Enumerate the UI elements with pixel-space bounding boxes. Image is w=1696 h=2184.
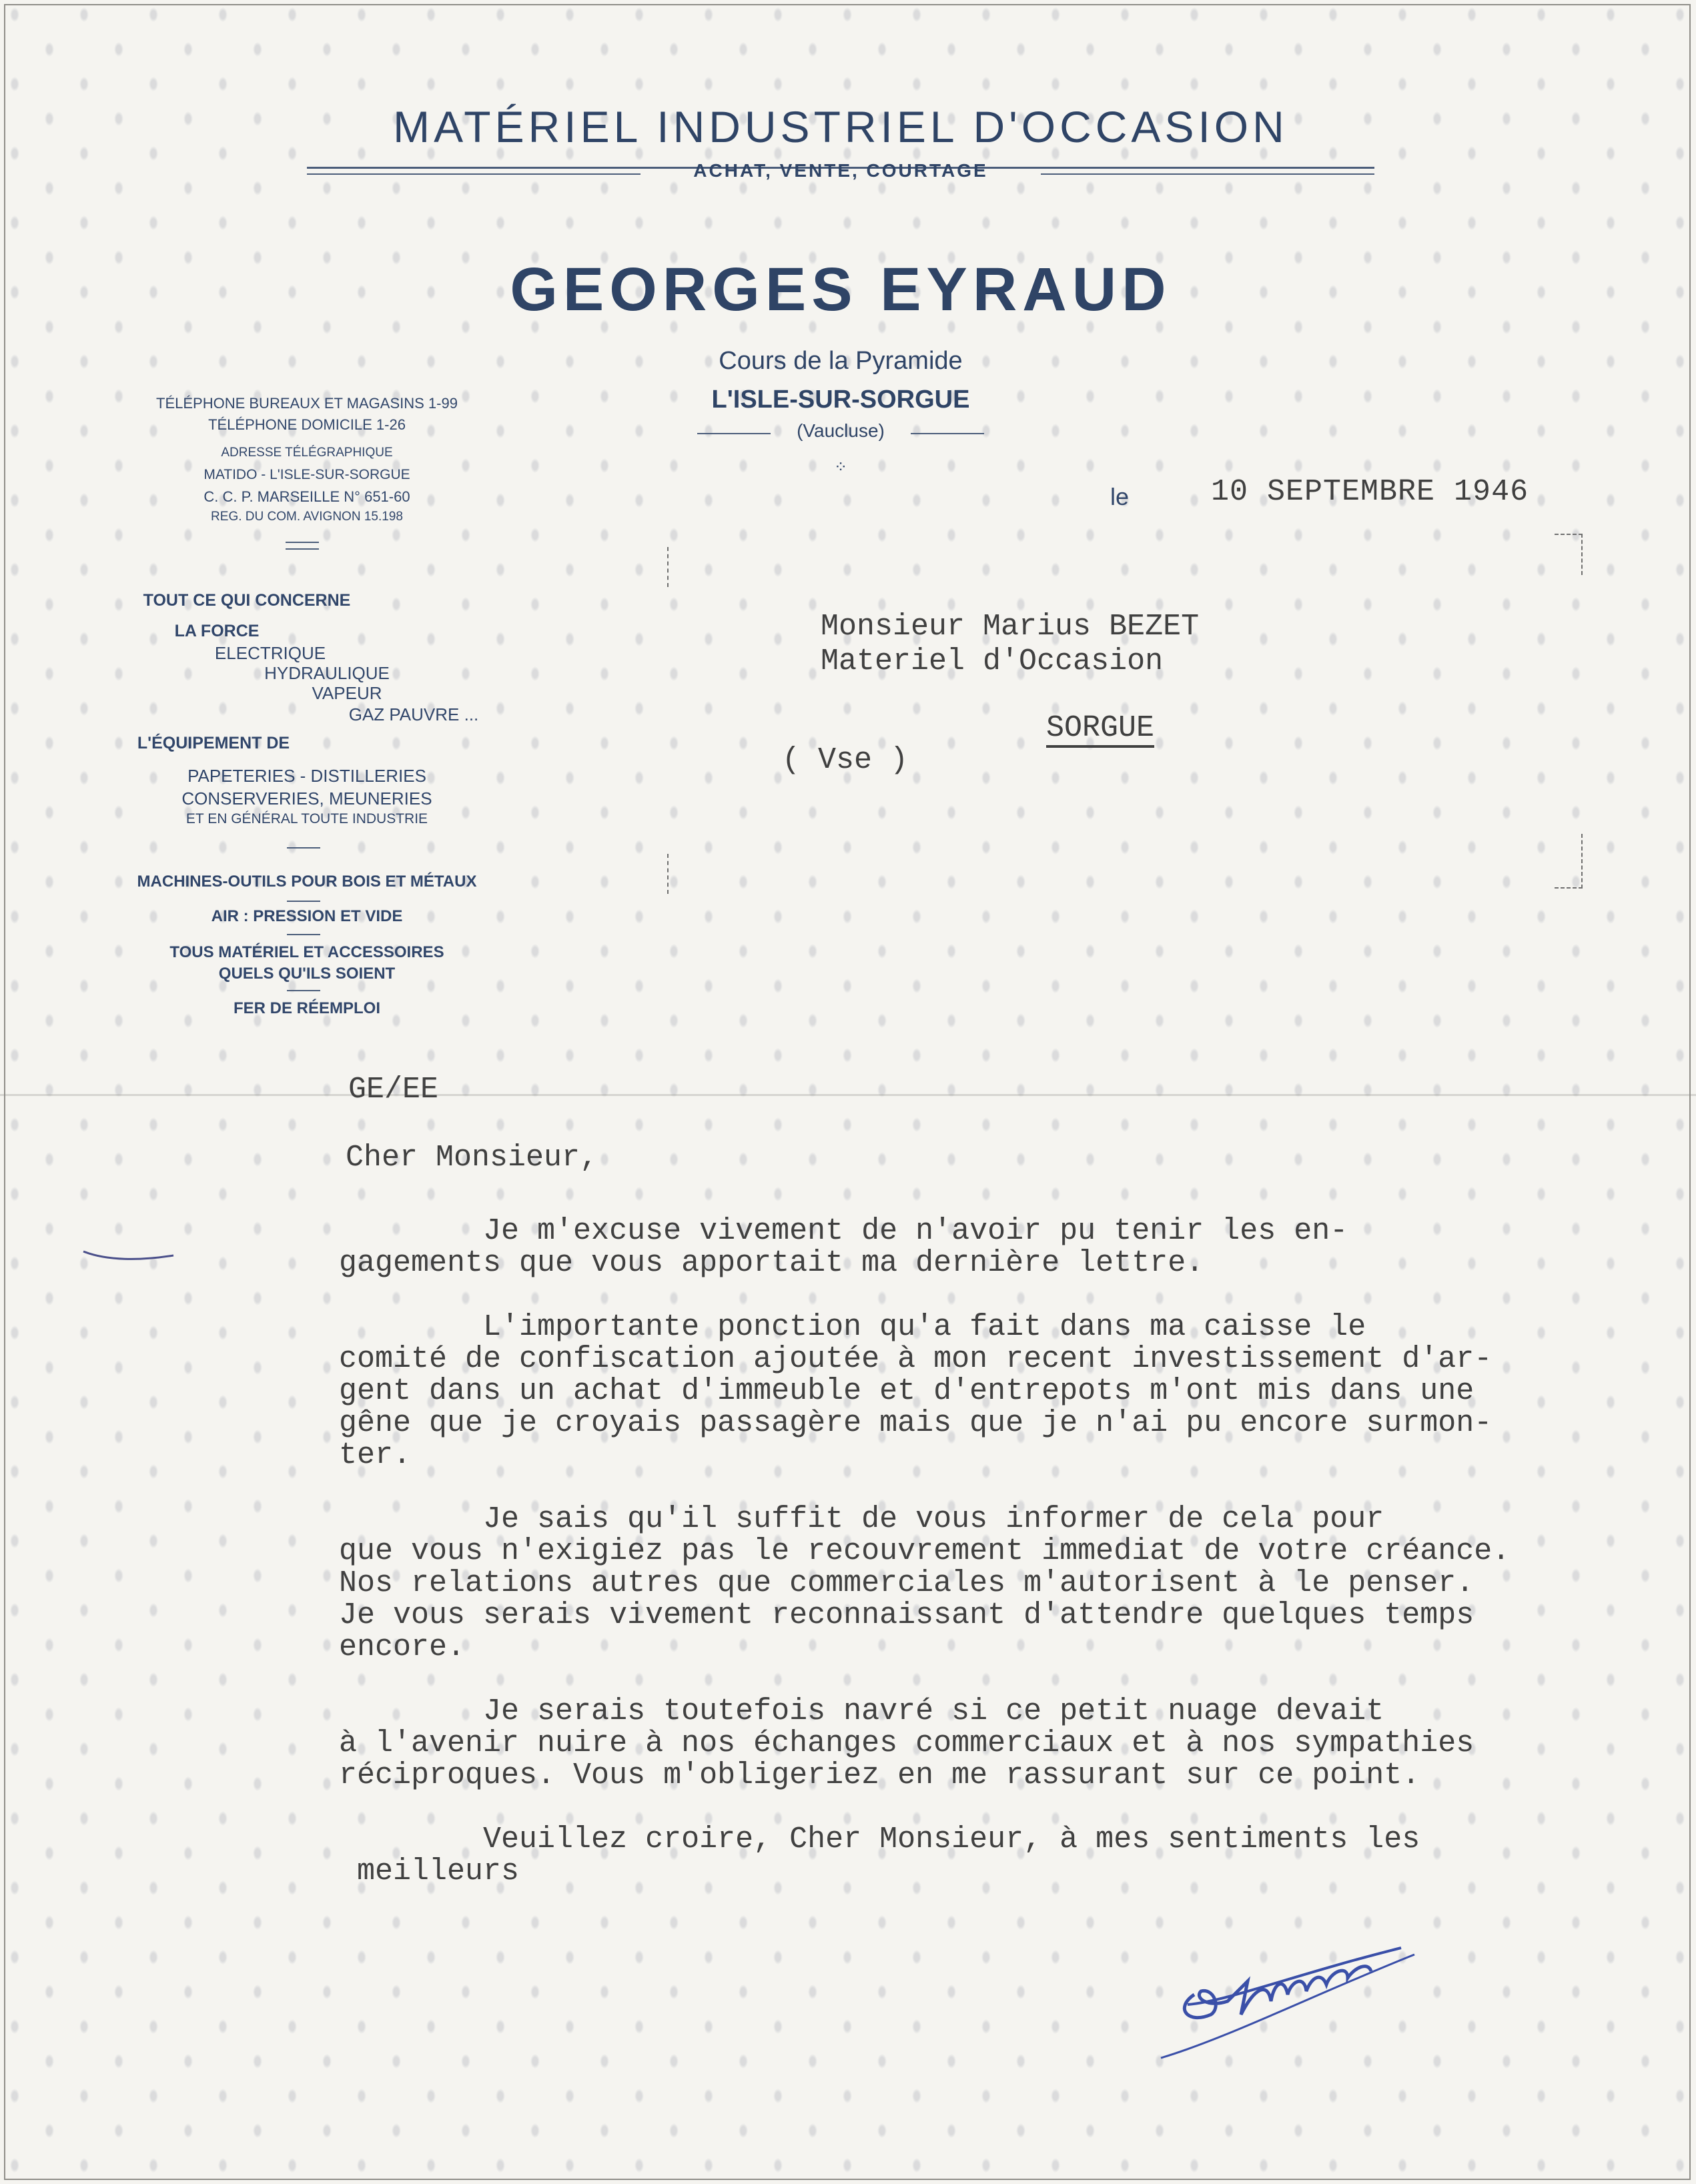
contact-phone-home: TÉLÉPHONE DOMICILE 1-26 — [208, 416, 406, 433]
recipient-town: SORGUE — [1046, 711, 1155, 745]
body-line: Je sais qu'il suffit de vous informer de cela pour — [339, 1502, 1384, 1536]
letter-salutation: Cher Monsieur, — [346, 1141, 598, 1175]
letterhead-activities: ACHAT, VENTE, COURTAGE — [693, 160, 988, 181]
body-line: que vous n'exigiez pas le recouvrement immediat de votre créance. — [339, 1534, 1511, 1568]
recipient-business: Materiel d'Occasion — [821, 644, 1164, 678]
services-force-electric: ELECTRIQUE — [214, 643, 326, 663]
services-rule-4 — [287, 990, 320, 991]
services-accessories-1: TOUS MATÉRIEL ET ACCESSOIRES — [169, 943, 444, 961]
company-name: GEORGES EYRAUD — [510, 255, 1172, 324]
body-line: gêne que je croyais passagère mais que je n'ai pu encore surmon- — [339, 1406, 1493, 1440]
contact-rule-1 — [286, 542, 319, 543]
services-equipment-label: L'ÉQUIPEMENT DE — [137, 734, 290, 752]
body-line: Je serais toutefois navré si ce petit nuage devait — [339, 1694, 1384, 1728]
letter-body — [339, 1214, 1510, 1886]
services-equipment-line-2: CONSERVERIES, MEUNERIES — [181, 788, 432, 808]
signature — [1148, 1908, 1428, 2081]
body-line — [339, 1790, 1510, 1822]
body-line: comité de confiscation ajoutée à mon recent investissement d'ar- — [339, 1342, 1493, 1376]
services-machines: MACHINES-OUTILS POUR BOIS ET MÉTAUX — [137, 873, 477, 891]
services-equipment-line-3: ET EN GÉNÉRAL TOUTE INDUSTRIE — [185, 811, 428, 827]
letterhead-rule-left — [307, 173, 641, 175]
body-line: L'importante ponction qu'a fait dans ma caisse le — [339, 1310, 1366, 1344]
services-rule-3 — [287, 934, 320, 935]
contact-telegraph-address: MATIDO - L'ISLE-SUR-SORGUE — [203, 467, 410, 482]
window-mark-top-left — [667, 547, 669, 587]
date-prefix: le — [1110, 483, 1130, 510]
recipient-name: Monsieur Marius BEZET — [821, 610, 1200, 644]
body-line: gent dans un achat d'immeuble et d'entrepots m'ont mis dans une — [339, 1374, 1474, 1408]
body-line — [339, 1278, 1510, 1310]
services-air: AIR : PRESSION ET VIDE — [211, 907, 403, 925]
services-force-hydraulic: HYDRAULIQUE — [264, 663, 390, 683]
window-mark-top-right — [1555, 534, 1583, 575]
company-region: (Vaucluse) — [797, 420, 885, 441]
letterhead-trade: MATÉRIEL INDUSTRIEL D'OCCASION — [393, 102, 1288, 151]
services-iron: FER DE RÉEMPLOI — [233, 999, 381, 1017]
services-equipment-line-1: PAPETERIES - DISTILLERIES — [187, 766, 426, 786]
body-line: ter. — [339, 1438, 412, 1472]
company-street: Cours de la Pyramide — [719, 347, 963, 375]
body-line: meilleurs — [339, 1854, 520, 1888]
recipient-department: ( Vse ) — [782, 743, 909, 777]
company-town: L'ISLE-SUR-SORGUE — [711, 386, 970, 414]
body-line: Nos relations autres que commerciales m'autorisent à le penser. — [339, 1566, 1474, 1600]
body-line: Je vous serais vivement reconnaissant d'attendre quelques temps — [339, 1598, 1474, 1632]
contact-telegraph-label: ADRESSE TÉLÉGRAPHIQUE — [221, 446, 393, 460]
contact-trade-register: REG. DU COM. AVIGNON 15.198 — [211, 510, 403, 524]
letter-reference: GE/EE — [348, 1073, 439, 1107]
contact-postal-account: C. C. P. MARSEILLE N° 651-60 — [203, 488, 410, 505]
ornament-icon: ⁘ — [833, 458, 848, 476]
body-line: Veuillez croire, Cher Monsieur, à mes sentiments les — [339, 1822, 1420, 1856]
body-line: réciproques. Vous m'obligeriez en me rassurant sur ce point. — [339, 1758, 1420, 1792]
contact-phone-offices: TÉLÉPHONE BUREAUX ET MAGASINS 1-99 — [156, 395, 458, 412]
services-accessories-2: QUELS QU'ILS SOIENT — [218, 965, 396, 983]
body-line: à l'avenir nuire à nos échanges commerciaux et à nos sympathies — [339, 1726, 1474, 1760]
window-mark-bottom-right — [1555, 834, 1583, 889]
body-line — [339, 1662, 1510, 1694]
body-line: gagements que vous apportait ma dernière lettre. — [339, 1246, 1204, 1280]
body-line: Je m'excuse vivement de n'avoir pu tenir les en- — [339, 1214, 1348, 1248]
letter-date: 10 SEPTEMBRE 1946 — [1211, 475, 1529, 509]
services-force-label: LA FORCE — [174, 622, 260, 640]
letterhead-rule-right — [1041, 173, 1374, 175]
services-rule-1 — [287, 847, 320, 849]
contact-rule-2 — [286, 548, 319, 550]
services-force-gas: GAZ PAUVRE ... — [348, 704, 479, 724]
services-heading: TOUT CE QUI CONCERNE — [143, 591, 351, 610]
body-line — [339, 1470, 1510, 1502]
services-rule-2 — [287, 901, 320, 902]
body-line: encore. — [339, 1630, 466, 1664]
services-force-steam: VAPEUR — [312, 683, 382, 703]
pen-mark — [80, 1246, 180, 1266]
window-mark-bottom-left — [667, 854, 669, 894]
